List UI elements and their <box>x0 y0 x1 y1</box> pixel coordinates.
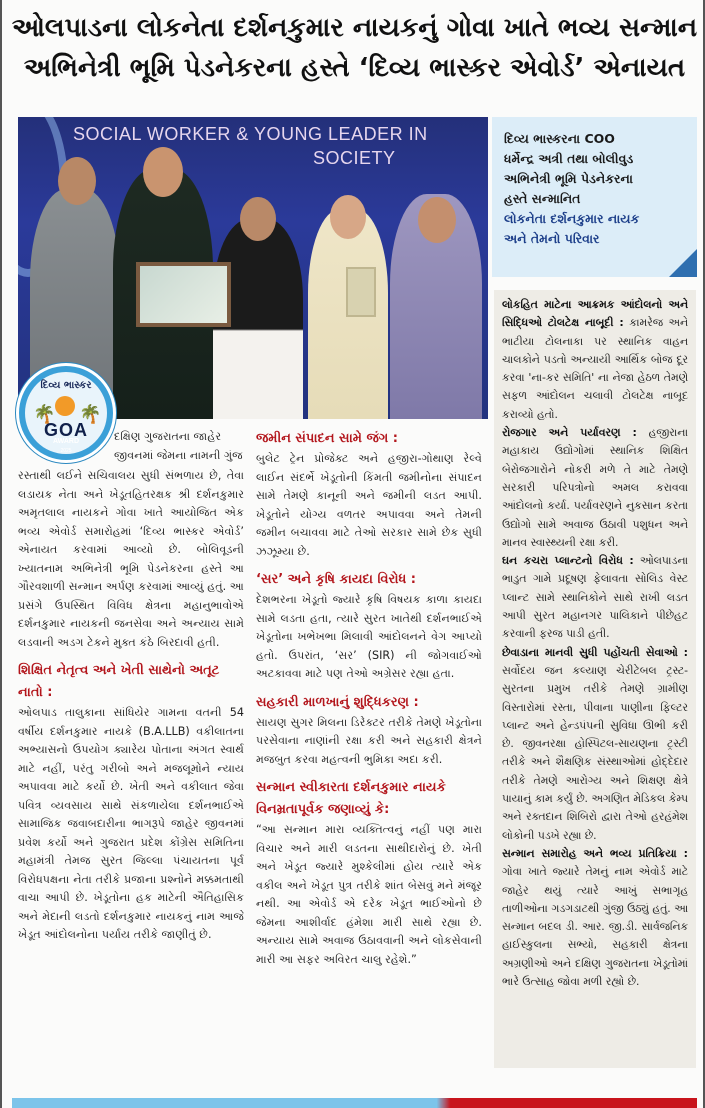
person-4-head <box>330 195 366 239</box>
sidebar-item <box>502 552 688 643</box>
caption-line: ધર્મેન્દ્ર અત્રી તથા બોલીવુડ <box>504 151 634 166</box>
palm-tree-icon: 🌴 <box>33 404 56 425</box>
sidebar-item <box>502 296 688 424</box>
caption-corner-accent <box>669 249 697 277</box>
section-heading: ‘સર’ અને કૃષિ કાયદા વિરોધ : <box>256 572 417 587</box>
banner-line-2: SOCIETY <box>313 148 396 168</box>
intro-lead: દક્ષિણ ગુજરાતના જાહેર જીવનમાં જેમના નામની ગુંજ <box>114 430 243 462</box>
section-body: સાયણ સુગર મિલના ડિરેક્ટર તરીકે તેમણે ખેડૂતોના પરસેવાના નાણાંની રક્ષા કરી અને સહકારી ક્ષેત્રને મજબુત કરવા મહત્વની ભુમિકા અદા કરી. <box>256 715 482 766</box>
logo-brand: દિવ્ય ભાસ્કર <box>40 380 92 391</box>
section-heading: સહકારી માળખાનું શુદ્ધિકરણ : <box>256 694 419 710</box>
section-body: બુલેટ ટ્રેન પ્રોજેક્ટ અને હજીરા-ગોથાણ રેલ્વે લાઈન સંદર્ભે ખેડૂતોની કિંમતી જમીનોના સંપાદન સામે તેમણે કાનૂની અને જમીની લડત આપી. ખેડૂતોને યોગ્ય વળતર અપાવવા અને તેમની જમીન બચાવવા માટે તેઓ સરકાર સામે છેક સુધી ઝઝૂમ્યા છે. <box>256 452 482 558</box>
logo-title: GOA <box>43 420 88 440</box>
sidebar-item-title: ઘન કચરા પ્લાન્ટનો વિરોધ : <box>502 554 634 568</box>
award-certificate-frame <box>136 262 231 327</box>
section-heading: શિક્ષિત નેતૃત્વ અને ખેતી સાથેનો અતૂટ નાતો : <box>18 663 220 700</box>
person-5-head <box>418 197 456 243</box>
caption-line: દિવ્ય ભાસ્કરના COO <box>504 131 615 146</box>
section-body: ઓલપાડ તાલુકાના સાંધિયેર ગામના વતની 54 વર્ષીય દર્શનકુમાર નાયકે (B.A.LLB) વકીલાતના અભ્યાસનો ઉપયોગ ક્યારેય પોતાના અંગત સ્વાર્થ માટે નહીં, પરંતુ ગરીબો અને મજલૂમોને ન્યાય અપાવવા માટે કર્યો છે. ખેતી અને વકીલાત જેવા પવિત્ર વ્યવસાય સાથે સંકળાયેલા દર્શનભાઈએ સામાજિક જવાબદારીના ભાગરૂપે જાહેર જીવનમાં પ્રવેશ કર્યો અને ગુજરાત પ્રદેશ કોંગ્રેસ સમિતિના મહામંત્રી તેમજ સુરત જિલ્લા પંચાયતના પૂર્વ વિરોધપક્ષના નેતા તરીકે પ્રજાના પ્રશ્નોને મક્કમતાથી વાચા આપી છે. ખેડૂતોના હક માટેની ઐતિહાસિક અને મેદાની લડતો દર્શનકુમાર નાયકનું નામ આજે ખેડૂત આંદોલનોના પર્યાય તરીકે જાણીતું છે. <box>18 706 244 941</box>
sidebar-item-body: ઓલપાડના ભાડુત ગામે પ્રદૂષણ ફેલાવતા સોલિડ વેસ્ટ પ્લાન્ટ સામે સ્થાનિકોને સાથે રાખી લડત આપી સુરત મહાનગર પાલિકાને પીછેહટ કરવાની ફરજ પાડી હતી. <box>502 554 689 641</box>
caption-line: અભિનેત્રી ભૂમિ પેડનેકરના <box>504 171 633 186</box>
sidebar-item-title: રોજગાર અને પર્યાવરણ : <box>502 426 637 440</box>
headline-line-2: અભિનેત્રી ભૂમિ પેડનેકરના હસ્તે ‘દિવ્ય ભાસ્કર એવોર્ડ’ એનાયત <box>23 53 686 83</box>
sidebar-item-body: ગોવા ખાતે જ્યારે તેમનું નામ એવોર્ડ માટે જાહેર થયું ત્યારે આખું સભાગૃહ તાળીઓના ગડગડાટથી ગુંજી ઉઠ્યું હતું. આ સન્માન બદલ ડી. આર. જી.ડી. સાર્વજનિક હાઈસ્કુલના સભ્યો, સહકારી ક્ષેત્રના અગ્રણીઓ અને દક્ષિણ ગુજરાતના ખેડૂતોમાં ભારે ઉત્સાહ જોવા મળી રહ્યો છે. <box>502 865 688 988</box>
sidebar-item <box>502 424 688 552</box>
sidebar-item-title: છેવાડાના માનવી સુધી પહોંચતી સેવાઓ : <box>502 645 688 659</box>
caption-line: લોકનેતા દર્શનકુમાર નાયક <box>504 211 640 226</box>
sidebar-item-body: સર્વોદય જન કલ્યાણ ચેરીટેબલ ટ્રસ્ટ-સુરતના પ્રમુખ તરીકે તેમણે ગ્રામીણ વિસ્તારોમાં રસ્તા, પીવાના પાણીના ફિલ્ટર પ્લાન્ટ અને હેન્ડપંપની સુવિધા ઊભી કરી છે. જીવનરક્ષા હોસ્પિટલ-સાયણના ટ્રસ્ટી તરીકે અને શૈક્ષણિક સંસ્થાઓમાં હોદ્દેદાર તરીકે તેમણે આરોગ્ય અને શિક્ષણ ક્ષેત્રે પાયાનું કામ કર્યું છે. અગણિત મેડિકલ કેમ્પ અને રક્તદાન શિબિરો દ્વારા તેઓ હરહંમેશ લોકોની પડખે રહ્યા છે. <box>502 663 688 842</box>
sidebar-item-body: હજીરાના મહાકાય ઉદ્યોગોમાં સ્થાનિક શિક્ષિત બેરોજગારોને નોકરી મળે તે માટે તેમણે સરકારી પરિપત્રોનો અમલ કરાવવા આંદોલનો કર્યા. પર્યાવરણને નુકસાન કરતા ઉદ્યોગો સામે અવાજ ઉઠાવી પશુધન અને માનવ સ્વાસ્થ્યની રક્ષા કરી. <box>502 426 688 549</box>
photo-caption-box <box>492 117 697 277</box>
caption-line: અને તેમનો પરિવાર <box>504 231 600 246</box>
palm-tree-icon: 🌴 <box>79 404 102 425</box>
article-column-1 <box>18 428 244 945</box>
headline <box>2 8 705 88</box>
logo-award: AWARD <box>52 438 80 445</box>
person-3-head <box>240 197 276 241</box>
sidebar-item-body: કામરેજ અને ભાટીયા ટોલનાકા પર સ્થાનિક વાહન ચાલકોને પડતો અન્યાયી આર્થિક બોજ દૂર કરવા 'ના-કર સમિતિ' ના નેજા હેઠળ તેમણે સફળ આંદોલન ચલાવી ટોલટેક્ષ નાબૂદ કરાવ્યો હતો. <box>502 316 688 421</box>
caption-line: હસ્તે સન્માનિત <box>504 191 581 206</box>
section-body: દેશભરના ખેડૂતો જ્યારે કૃષિ વિષયક કાળા કાયદા સામે લડતા હતા, ત્યારે સુરત ખાતેથી દર્શનભાઈએ ખેડૂતોના ખભેખભા મિલાવી આંદોલનને વેગ આપ્યો હતો. ઉપરાંત, ‘સર’ (SIR) ની જોગવાઈઓ અટકાવવા માટે પણ તેઓ અગ્રેસર રહ્યા હતા. <box>256 593 482 680</box>
sun-icon <box>55 396 75 416</box>
person-2-head <box>143 147 183 197</box>
sidebar-item-title: લોકહિત માટેના આક્રમક આંદોલનો અને સિદ્ધિઓ ટોલટેક્ષ નાબૂદી : <box>502 298 688 330</box>
footer-color-bar <box>12 1098 697 1108</box>
achievements-sidebar <box>494 290 696 1068</box>
award-trophy <box>346 267 376 317</box>
article-column-2 <box>256 428 482 969</box>
quote-body: “આ સન્માન મારા વ્યક્તિત્વનું નહીં પણ મારા વિચાર અને મારી લડતના સાથીદારોનું છે. ખેતી અને ખેડૂત જ્યારે મુશ્કેલીમાં હોય ત્યારે એક વકીલ અને ખેડૂત પુત્ર તરીકે શાંત બેસવું મને મંજૂર નથી. આ એવોર્ડ એ દરેક ખેડૂત ભાઈઓનો છે જેમના આશીર્વાદ હંમેશા મારી સાથે રહ્યા છે. અન્યાય સામે અવાજ ઉઠાવવાની અને લોકસેવાની મારી આ સફર અવિરત ચાલુ રહેશે.” <box>256 823 482 966</box>
sidebar-item-title: સન્માન સમારોહ અને ભવ્ય પ્રતિક્રિયા : <box>502 846 688 860</box>
section-heading: જમીન સંપાદન સામે જંગ : <box>256 431 398 446</box>
logo-year: 2025 <box>60 448 72 454</box>
section-heading: સન્માન સ્વીકારતા દર્શનકુમાર નાયકે વિનમ્રતાપૂર્વક જણાવ્યું કે: <box>256 780 446 817</box>
intro-body: રસ્તાથી લઈને સચિવાલય સુધી સંભળાય છે, તેવા લડાયક નેતા અને ખેડૂતહિતરક્ષક શ્રી દર્શનકુમાર અમૃતલાલ નાયકને ગોવા ખાતે આયોજિત એક ભવ્ય એવોર્ડ સમારોહમાં ‘દિવ્ય ભાસ્કર એવોર્ડ’ એનાયત કરવામાં આવ્યો છે. બોલિવૂડની ખ્યાતનામ અભિનેત્રી ભૂમિ પેડનેકરના હસ્તે આ ગૌરવશાળી સન્માન અર્પણ કરવામાં આવ્યું હતું. આ પ્રસંગે ઉપસ્થિત વિવિધ ક્ષેત્રના મહાનુભાવોએ દર્શનકુમાર નાયકની જનસેવા અને અન્યાય સામે લડવાની અડગ ટેકને મુક્ત કંઠે બિરદાવી હતી. <box>18 469 244 649</box>
person-1-head <box>58 157 96 205</box>
headline-line-1: ઓલપાડના લોકનેતા દર્શનકુમાર નાયકનું ગોવા ખાતે ભવ્ય સન્માન <box>11 13 698 43</box>
banner-line-1: SOCIAL WORKER & YOUNG LEADER IN <box>73 124 428 144</box>
sidebar-item <box>502 845 688 991</box>
sidebar-item <box>502 644 688 845</box>
